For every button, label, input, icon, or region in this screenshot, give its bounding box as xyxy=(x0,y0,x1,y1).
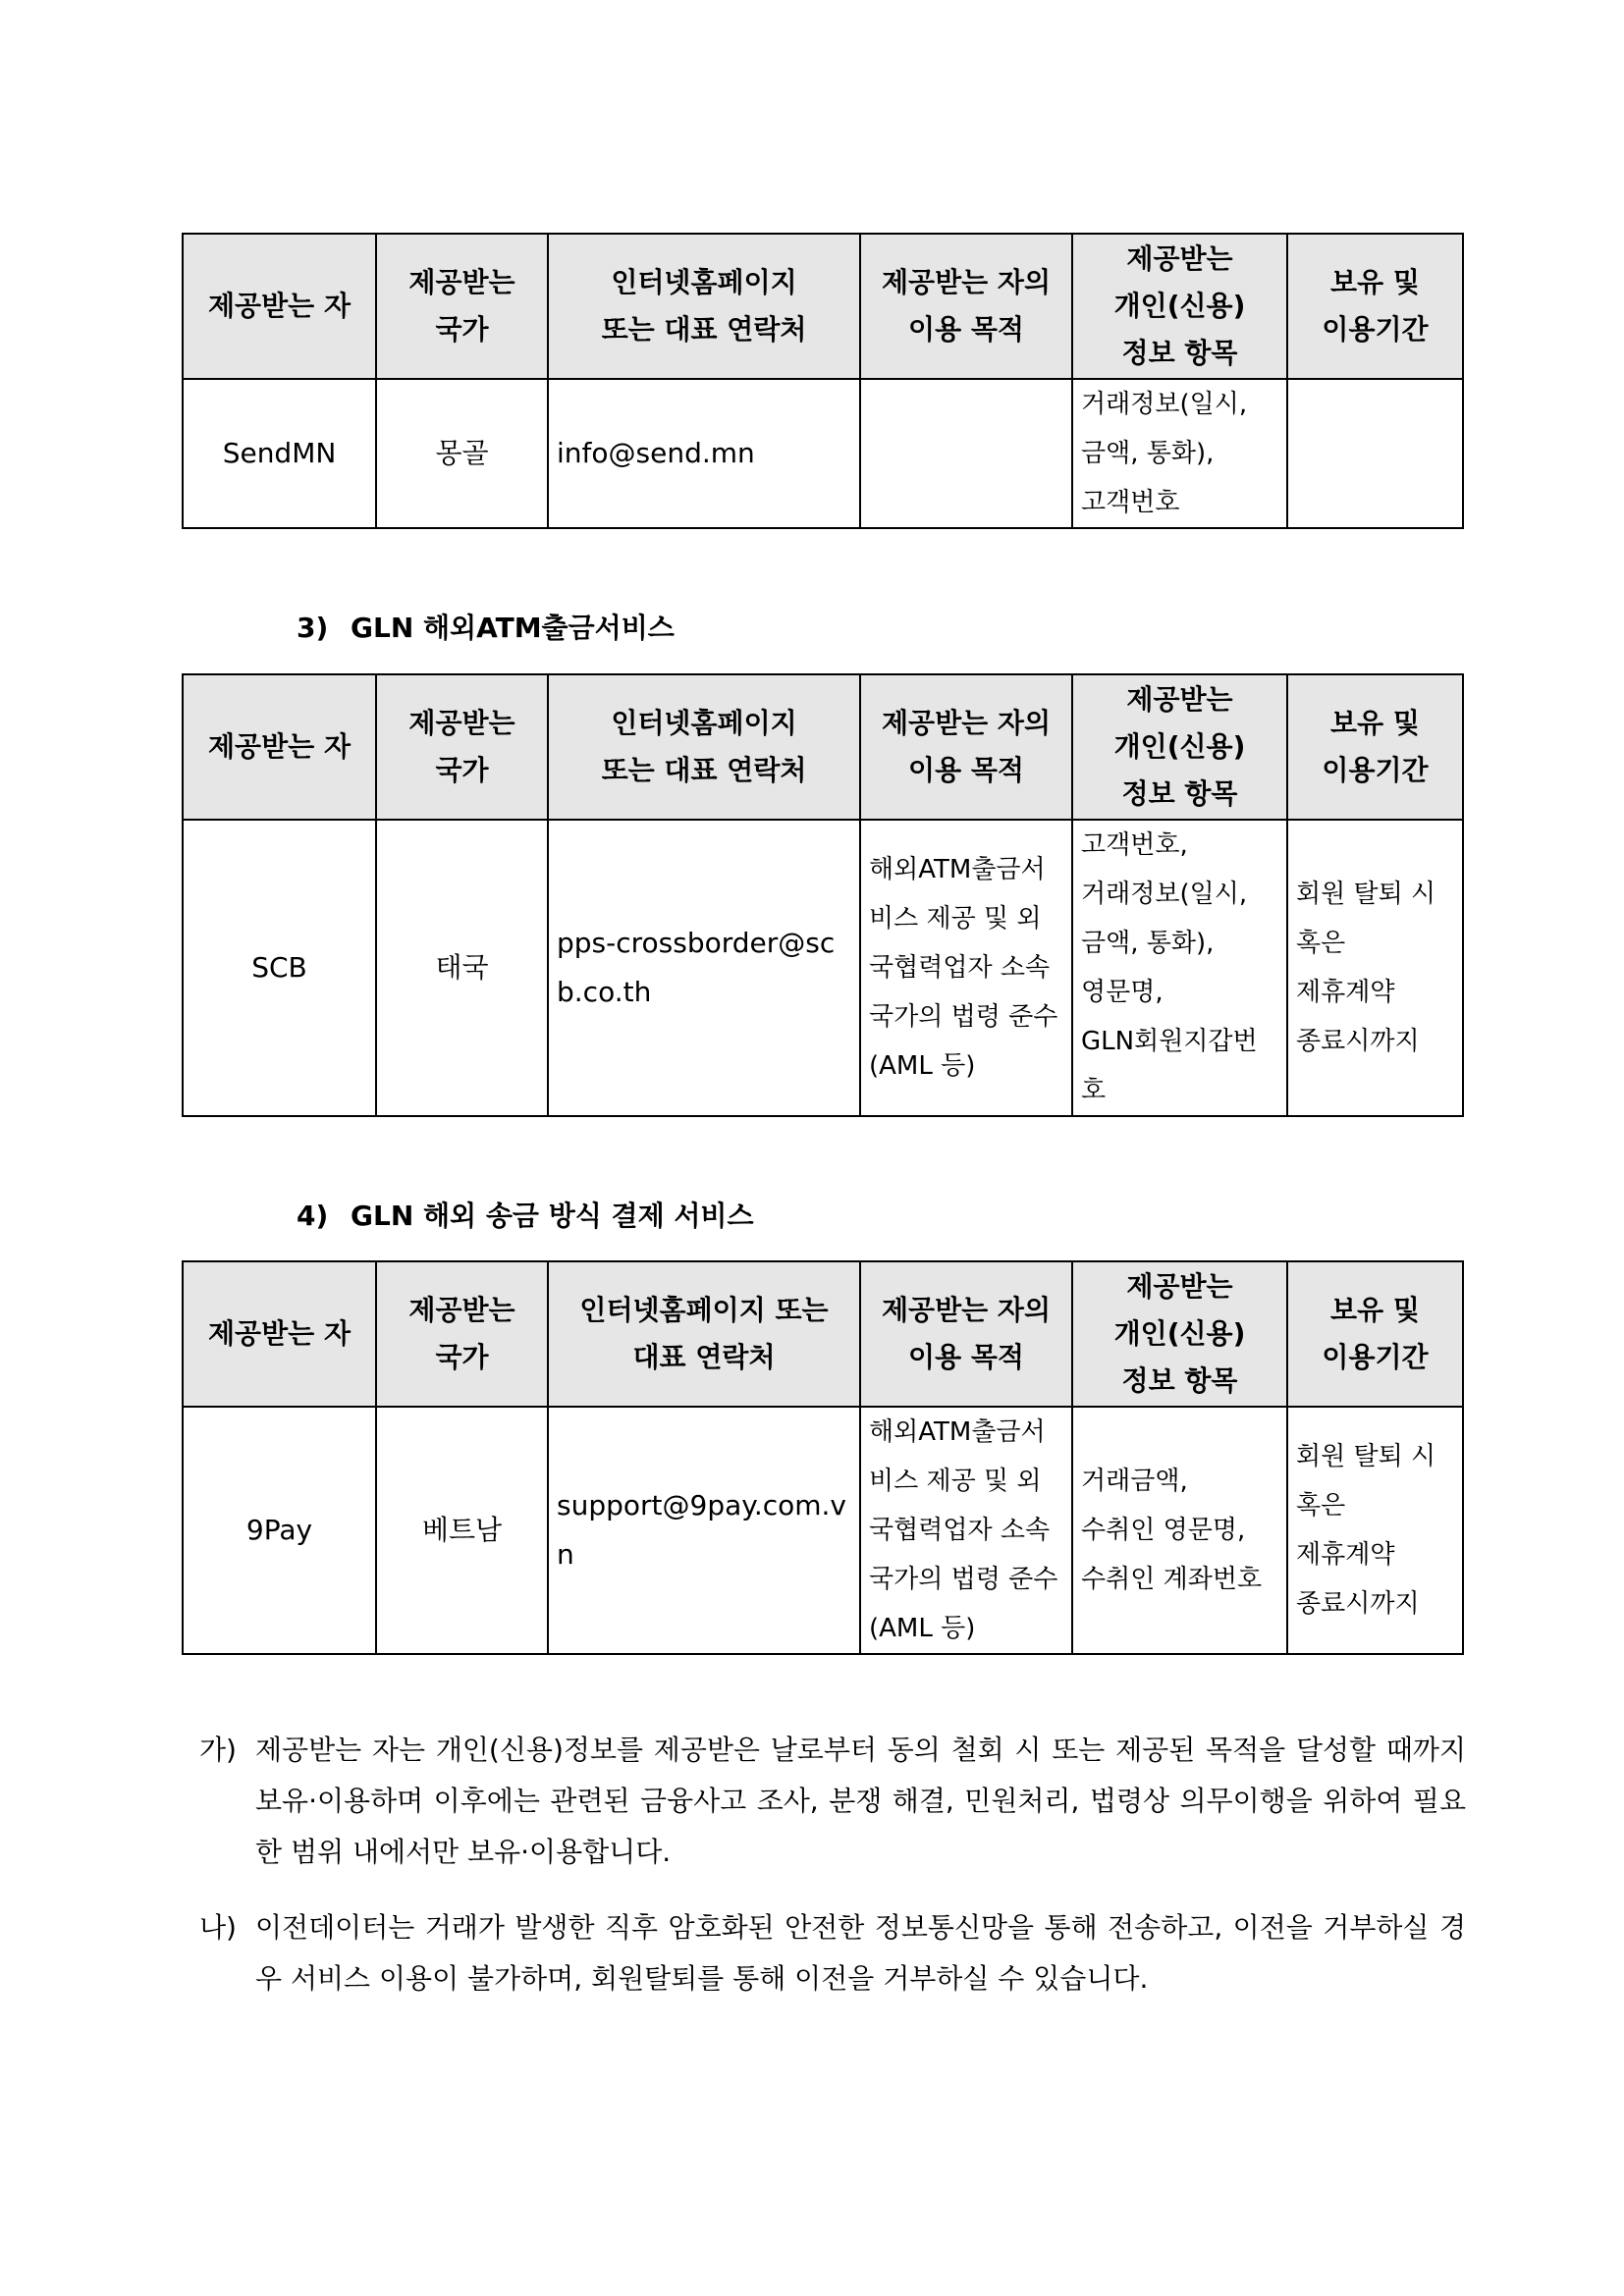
header-contact: 인터넷홈페이지 또는 대표 연락처 xyxy=(548,674,860,820)
cell-purpose xyxy=(860,379,1072,528)
section-4-label: GLN 해외 송금 방식 결제 서비스 xyxy=(351,1200,754,1232)
cell-info-items: 거래정보(일시, 금액, 통화), 고객번호 xyxy=(1072,379,1287,528)
cell-purpose: 해외ATM출금서비스 제공 및 외국협력업자 소속국가의 법령 준수(AML 등) xyxy=(860,1407,1072,1654)
cell-country: 베트남 xyxy=(376,1407,548,1654)
cell-info-items: 고객번호, 거래정보(일시, 금액, 통화), 영문명, GLN회원지갑번호 xyxy=(1072,820,1287,1116)
recipient-table-9pay xyxy=(182,1260,1464,1655)
cell-contact: support@9pay.com.vn xyxy=(548,1407,860,1654)
header-recipient: 제공받는 자 xyxy=(183,1261,376,1407)
header-retention-period: 보유 및 이용기간 xyxy=(1287,674,1463,820)
header-info-items: 제공받는 개인(신용) 정보 항목 xyxy=(1072,1261,1287,1407)
section-3-number: 3) xyxy=(297,612,329,644)
section-4-title xyxy=(297,1195,754,1234)
cell-retention-period: 회원 탈퇴 시 혹은 제휴계약 종료시까지 xyxy=(1287,820,1463,1116)
header-purpose: 제공받는 자의 이용 목적 xyxy=(860,1261,1072,1407)
cell-recipient: SCB xyxy=(183,820,376,1116)
header-purpose: 제공받는 자의 이용 목적 xyxy=(860,234,1072,379)
cell-info-items: 거래금액, 수취인 영문명, 수취인 계좌번호 xyxy=(1072,1407,1287,1654)
note-ga-marker: 가) xyxy=(199,1734,237,1766)
header-contact: 인터넷홈페이지 또는 대표 연락처 xyxy=(548,234,860,379)
cell-retention-period xyxy=(1287,379,1463,528)
header-retention-period: 보유 및 이용기간 xyxy=(1287,234,1463,379)
section-4-number: 4) xyxy=(297,1200,329,1232)
header-recipient: 제공받는 자 xyxy=(183,234,376,379)
section-3-title xyxy=(297,607,675,646)
cell-contact: pps-crossborder@scb.co.th xyxy=(548,820,860,1116)
header-info-items: 제공받는 개인(신용) 정보 항목 xyxy=(1072,674,1287,820)
header-purpose: 제공받는 자의 이용 목적 xyxy=(860,674,1072,820)
header-country: 제공받는 국가 xyxy=(376,674,548,820)
cell-contact: info@send.mn xyxy=(548,379,860,528)
table-header-row xyxy=(183,674,1463,820)
header-recipient: 제공받는 자 xyxy=(183,674,376,820)
note-na xyxy=(199,1902,1466,2004)
section-3-label: GLN 해외ATM출금서비스 xyxy=(351,612,675,644)
cell-country: 태국 xyxy=(376,820,548,1116)
cell-retention-period: 회원 탈퇴 시 혹은 제휴계약 종료시까지 xyxy=(1287,1407,1463,1654)
header-retention-period: 보유 및 이용기간 xyxy=(1287,1261,1463,1407)
note-na-text: 이전데이터는 거래가 발생한 직후 암호화된 안전한 정보통신망을 통해 전송하고, 이전을 거부하실 경우 서비스 이용이 불가하며, 회원탈퇴를 통해 이전을 거부하실 수 있습니다. xyxy=(255,1911,1466,1995)
recipient-table-sendmn xyxy=(182,233,1464,529)
cell-recipient: 9Pay xyxy=(183,1407,376,1654)
header-country: 제공받는 국가 xyxy=(376,234,548,379)
note-ga xyxy=(199,1725,1466,1878)
note-ga-text: 제공받는 자는 개인(신용)정보를 제공받은 날로부터 동의 철회 시 또는 제공된 목적을 달성할 때까지 보유·이용하며 이후에는 관련된 금융사고 조사, 분쟁 해결, 민원처리, 법령상 의무이행을 위하여 필요한 범위 내에서만 보유·이용합니다. xyxy=(255,1734,1466,1868)
header-country: 제공받는 국가 xyxy=(376,1261,548,1407)
table-row xyxy=(183,379,1463,528)
recipient-table-scb xyxy=(182,673,1464,1117)
cell-country: 몽골 xyxy=(376,379,548,528)
table-row xyxy=(183,1407,1463,1654)
table-header-row xyxy=(183,1261,1463,1407)
header-info-items: 제공받는 개인(신용) 정보 항목 xyxy=(1072,234,1287,379)
table-row xyxy=(183,820,1463,1116)
header-contact: 인터넷홈페이지 또는 대표 연락처 xyxy=(548,1261,860,1407)
cell-purpose: 해외ATM출금서비스 제공 및 외국협력업자 소속국가의 법령 준수(AML 등) xyxy=(860,820,1072,1116)
cell-recipient: SendMN xyxy=(183,379,376,528)
table-header-row xyxy=(183,234,1463,379)
note-na-marker: 나) xyxy=(199,1911,237,1944)
